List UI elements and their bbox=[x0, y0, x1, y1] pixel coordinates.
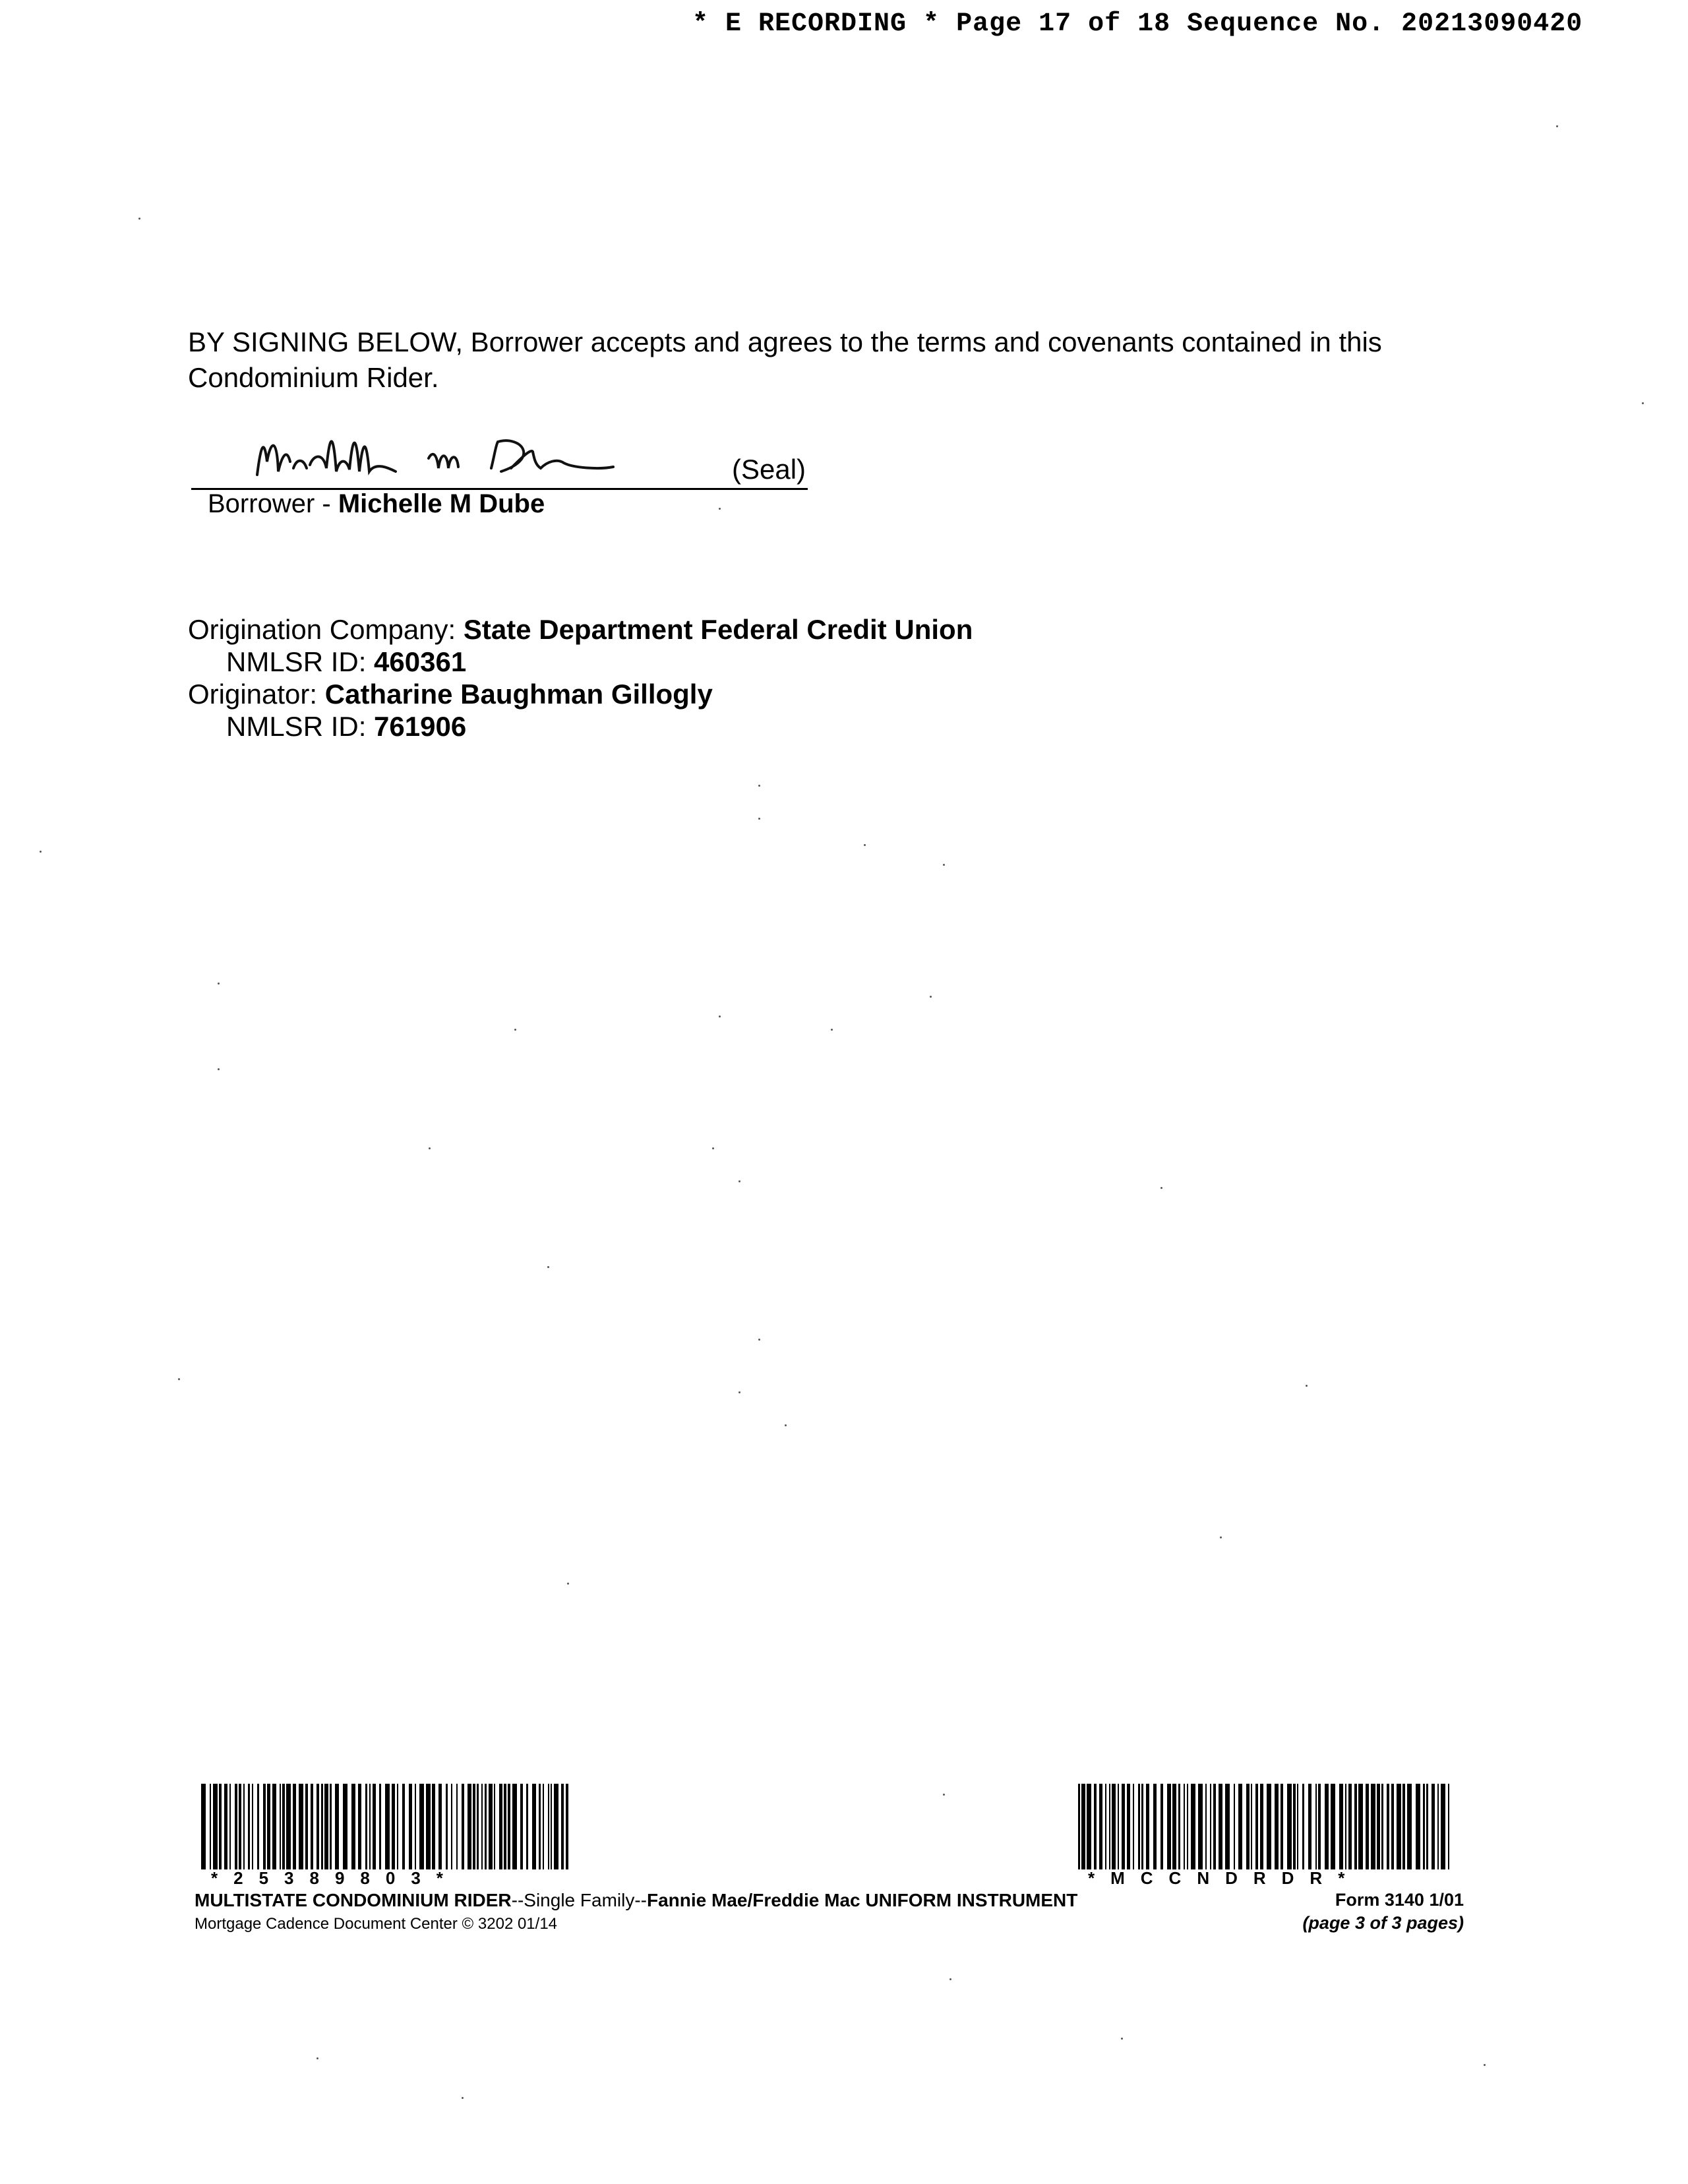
scan-speck bbox=[40, 851, 42, 853]
barcode-bar bbox=[1178, 1784, 1180, 1869]
barcode-bar bbox=[324, 1784, 328, 1869]
barcode-bar bbox=[1416, 1784, 1420, 1869]
company-label: Origination Company: bbox=[188, 614, 464, 645]
barcode-bar bbox=[532, 1784, 536, 1869]
borrower-prefix: Borrower - bbox=[208, 489, 338, 518]
barcode-bar bbox=[1331, 1784, 1335, 1869]
barcode-bar bbox=[1081, 1784, 1085, 1869]
barcode-bar bbox=[351, 1784, 355, 1869]
barcode-bar bbox=[539, 1784, 541, 1869]
barcode-bar bbox=[1260, 1784, 1263, 1869]
barcode-bar bbox=[1297, 1784, 1298, 1869]
barcode-bar bbox=[358, 1784, 361, 1869]
barcode-bar bbox=[499, 1784, 502, 1869]
barcode-bar bbox=[1219, 1784, 1222, 1869]
barcode-bar bbox=[1167, 1784, 1171, 1869]
borrower-caption bbox=[208, 489, 545, 519]
barcode-bar bbox=[1255, 1784, 1258, 1869]
scan-speck bbox=[462, 2097, 464, 2099]
barcode-bar bbox=[1078, 1784, 1080, 1869]
barcode-bar bbox=[1198, 1784, 1203, 1869]
barcode-bar bbox=[1146, 1784, 1149, 1869]
scan-speck bbox=[864, 844, 866, 846]
barcode-bar bbox=[1287, 1784, 1292, 1869]
scan-speck bbox=[429, 1147, 431, 1149]
barcode-bar bbox=[1302, 1784, 1304, 1869]
barcode-bar bbox=[1122, 1784, 1125, 1869]
handwritten-signature bbox=[231, 422, 692, 488]
scan-speck bbox=[758, 1339, 760, 1341]
document-barcode-left bbox=[201, 1784, 570, 1869]
barcode-bar bbox=[1112, 1784, 1116, 1869]
footer-source: Mortgage Cadence Document Center © 3202 01/14 bbox=[195, 1915, 558, 1933]
barcode-bar bbox=[520, 1784, 523, 1869]
company-nmlsr-label: NMLSR ID: bbox=[226, 646, 375, 677]
barcode-bar bbox=[1387, 1784, 1389, 1869]
barcode-bar bbox=[229, 1784, 231, 1869]
barcode-bar bbox=[566, 1784, 568, 1869]
barcode-bar bbox=[335, 1784, 339, 1869]
barcode-bar bbox=[1426, 1784, 1428, 1869]
footer-title-rest: --Single Family-- bbox=[511, 1890, 647, 1910]
company-nmlsr-id: 460361 bbox=[374, 646, 467, 677]
barcode-bar bbox=[1138, 1784, 1140, 1869]
barcode-bar bbox=[415, 1784, 416, 1869]
barcode-bar bbox=[1225, 1784, 1230, 1869]
barcode-bar bbox=[438, 1784, 442, 1869]
barcode-bar bbox=[432, 1784, 435, 1869]
barcode-bar bbox=[299, 1784, 303, 1869]
barcode-bar bbox=[305, 1784, 308, 1869]
scan-speck bbox=[758, 785, 760, 787]
agreement-text: BY SIGNING BELOW, Borrower accepts and agrees to the terms and covenants contained in this Condominium Rider. bbox=[188, 326, 1382, 393]
barcode-bar bbox=[343, 1784, 347, 1869]
originator-line bbox=[188, 678, 973, 710]
barcode-bar bbox=[467, 1784, 471, 1869]
scan-speck bbox=[547, 1266, 549, 1268]
barcode-bar bbox=[257, 1784, 259, 1869]
barcode-bar bbox=[456, 1784, 458, 1869]
barcode-bar bbox=[1325, 1784, 1329, 1869]
company-name: State Department Federal Credit Union bbox=[463, 614, 973, 645]
company-nmlsr-line bbox=[188, 646, 973, 678]
barcode-bar bbox=[1407, 1784, 1412, 1869]
barcode-bar bbox=[224, 1784, 227, 1869]
scan-speck bbox=[785, 1424, 787, 1426]
barcode-bar bbox=[561, 1784, 564, 1869]
footer-right bbox=[1266, 1890, 1464, 1933]
barcode-bar bbox=[201, 1784, 206, 1869]
barcode-bar bbox=[485, 1784, 487, 1869]
scan-speck bbox=[1220, 1536, 1222, 1538]
barcode-bar bbox=[243, 1784, 245, 1869]
scan-speck bbox=[316, 2057, 318, 2059]
barcode-bar bbox=[419, 1784, 424, 1869]
barcode-bar bbox=[379, 1784, 381, 1869]
barcode-bar bbox=[508, 1784, 510, 1869]
barcode-bar bbox=[1153, 1784, 1157, 1869]
barcode-bar bbox=[1118, 1784, 1119, 1869]
barcode-bar bbox=[282, 1784, 285, 1869]
barcode-bar bbox=[481, 1784, 483, 1869]
seal-label: (Seal) bbox=[732, 454, 806, 485]
scan-speck bbox=[712, 1147, 714, 1149]
barcode-bar bbox=[369, 1784, 371, 1869]
barcode-bar bbox=[526, 1784, 528, 1869]
scan-speck bbox=[178, 1378, 180, 1380]
barcode-right-text: *MCCNDRDR* bbox=[1088, 1868, 1361, 1888]
barcode-bar bbox=[451, 1784, 452, 1869]
barcode-bar bbox=[1423, 1784, 1425, 1869]
barcode-bar bbox=[1315, 1784, 1317, 1869]
barcode-bar bbox=[1210, 1784, 1211, 1869]
barcode-bar bbox=[397, 1784, 398, 1869]
scan-speck bbox=[738, 1180, 740, 1182]
barcode-bar bbox=[1184, 1784, 1185, 1869]
barcode-bar bbox=[1099, 1784, 1102, 1869]
barcode-bar bbox=[1213, 1784, 1216, 1869]
scan-speck bbox=[950, 1978, 951, 1980]
barcode-bar bbox=[321, 1784, 323, 1869]
scan-speck bbox=[1484, 2064, 1486, 2066]
barcode-bar bbox=[1308, 1784, 1311, 1869]
barcode-bar bbox=[489, 1784, 493, 1869]
scan-speck bbox=[1306, 1385, 1308, 1387]
barcode-bar bbox=[1318, 1784, 1321, 1869]
scan-speck bbox=[1642, 402, 1644, 404]
barcode-bar bbox=[1238, 1784, 1242, 1869]
barcode-bar bbox=[1366, 1784, 1369, 1869]
barcode-bar bbox=[494, 1784, 495, 1869]
barcode-bar bbox=[504, 1784, 506, 1869]
barcode-bar bbox=[1391, 1784, 1394, 1869]
scan-speck bbox=[930, 996, 932, 998]
barcode-bar bbox=[1339, 1784, 1343, 1869]
originator-nmlsr-label: NMLSR ID: bbox=[226, 711, 375, 742]
scan-speck bbox=[943, 1794, 945, 1796]
barcode-bar bbox=[473, 1784, 475, 1869]
footer-title-bold: MULTISTATE CONDOMINIUM RIDER bbox=[195, 1890, 512, 1910]
barcode-bar bbox=[1109, 1784, 1110, 1869]
barcode-bar bbox=[548, 1784, 549, 1869]
barcode-bar bbox=[219, 1784, 222, 1869]
barcode-bar bbox=[365, 1784, 367, 1869]
originator-nmlsr-line bbox=[188, 710, 973, 743]
barcode-bar bbox=[1441, 1784, 1445, 1869]
barcode-bar bbox=[252, 1784, 253, 1869]
origination-company-line bbox=[188, 613, 973, 646]
barcode-left-text: *25389803* bbox=[211, 1868, 459, 1888]
barcode-bar bbox=[1293, 1784, 1296, 1869]
scan-speck bbox=[1121, 2038, 1123, 2040]
barcode-bar bbox=[373, 1784, 376, 1869]
barcode-bar bbox=[311, 1784, 313, 1869]
barcode-bar bbox=[1246, 1784, 1250, 1869]
barcode-bar bbox=[1348, 1784, 1352, 1869]
originator-name: Catharine Baughman Gillogly bbox=[324, 679, 713, 710]
barcode-bar bbox=[248, 1784, 250, 1869]
barcode-bar bbox=[239, 1784, 241, 1869]
barcode-bar bbox=[1345, 1784, 1346, 1869]
barcode-bar bbox=[1432, 1784, 1435, 1869]
barcode-bar bbox=[330, 1784, 332, 1869]
barcode-bar bbox=[1397, 1784, 1401, 1869]
barcode-bar bbox=[316, 1784, 319, 1869]
form-number: Form 3140 1/01 bbox=[1335, 1890, 1464, 1910]
scan-speck bbox=[1556, 125, 1558, 127]
scan-speck bbox=[514, 1029, 516, 1031]
barcode-bar bbox=[1234, 1784, 1235, 1869]
barcode-bar bbox=[1402, 1784, 1405, 1869]
document-barcode-right bbox=[1078, 1784, 1454, 1869]
barcode-bar bbox=[280, 1784, 281, 1869]
barcode-bar bbox=[1105, 1784, 1106, 1869]
barcode-bar bbox=[409, 1784, 412, 1869]
scan-speck bbox=[567, 1583, 569, 1585]
scan-speck bbox=[719, 508, 721, 510]
barcode-bar bbox=[1354, 1784, 1357, 1869]
barcode-bar bbox=[1358, 1784, 1363, 1869]
barcode-bar bbox=[426, 1784, 431, 1869]
originator-nmlsr-id: 761906 bbox=[374, 711, 467, 742]
barcode-bar bbox=[1437, 1784, 1439, 1869]
scan-speck bbox=[218, 983, 220, 985]
barcode-bar bbox=[1281, 1784, 1283, 1869]
barcode-bar bbox=[263, 1784, 266, 1869]
barcode-bar bbox=[1094, 1784, 1097, 1869]
footer-left bbox=[195, 1890, 1077, 1933]
barcode-bar bbox=[1381, 1784, 1383, 1869]
barcode-bar bbox=[210, 1784, 211, 1869]
barcode-bar bbox=[477, 1784, 479, 1869]
barcode-bar bbox=[1377, 1784, 1380, 1869]
barcode-bar bbox=[235, 1784, 237, 1869]
barcode-bar bbox=[512, 1784, 517, 1869]
barcode-bar bbox=[462, 1784, 464, 1869]
barcode-bar bbox=[1275, 1784, 1279, 1869]
originator-label: Originator: bbox=[188, 679, 325, 710]
barcode-bar bbox=[1172, 1784, 1176, 1869]
barcode-bar bbox=[213, 1784, 218, 1869]
barcode-bar bbox=[286, 1784, 291, 1869]
borrower-name: Michelle M Dube bbox=[338, 489, 545, 518]
barcode-bar bbox=[1448, 1784, 1449, 1869]
scan-speck bbox=[1160, 1187, 1162, 1189]
scan-speck bbox=[719, 1016, 721, 1017]
barcode-bar bbox=[402, 1784, 405, 1869]
barcode-bar bbox=[1371, 1784, 1375, 1869]
barcode-bar bbox=[1160, 1784, 1163, 1869]
scan-speck bbox=[758, 818, 760, 820]
scan-speck bbox=[831, 1029, 833, 1031]
scan-speck bbox=[218, 1068, 220, 1070]
page-of-pages: (page 3 of 3 pages) bbox=[1302, 1913, 1464, 1933]
barcode-bar bbox=[385, 1784, 390, 1869]
barcode-bar bbox=[272, 1784, 276, 1869]
recording-header: * E RECORDING * Page 17 of 18 Sequence No. 20213090420 bbox=[692, 9, 1583, 39]
barcode-bar bbox=[392, 1784, 395, 1869]
scan-speck bbox=[138, 218, 140, 220]
barcode-bar bbox=[1187, 1784, 1188, 1869]
scan-speck bbox=[943, 864, 945, 866]
barcode-bar bbox=[1191, 1784, 1195, 1869]
barcode-bar bbox=[1133, 1784, 1134, 1869]
barcode-bar bbox=[554, 1784, 558, 1869]
barcode-bar bbox=[1087, 1784, 1091, 1869]
barcode-bar bbox=[267, 1784, 270, 1869]
barcode-bar bbox=[446, 1784, 448, 1869]
origination-block bbox=[188, 613, 973, 743]
footer-title bbox=[195, 1890, 1077, 1911]
barcode-bar bbox=[551, 1784, 552, 1869]
barcode-bar bbox=[1141, 1784, 1143, 1869]
barcode-bar bbox=[293, 1784, 296, 1869]
barcode-bar bbox=[1205, 1784, 1207, 1869]
barcode-bar bbox=[1267, 1784, 1271, 1869]
scan-speck bbox=[738, 1391, 740, 1393]
barcode-bar bbox=[1251, 1784, 1252, 1869]
barcode-bar bbox=[543, 1784, 544, 1869]
footer-title-bold2: Fannie Mae/Freddie Mac UNIFORM INSTRUMENT bbox=[646, 1890, 1078, 1910]
barcode-bar bbox=[1127, 1784, 1130, 1869]
